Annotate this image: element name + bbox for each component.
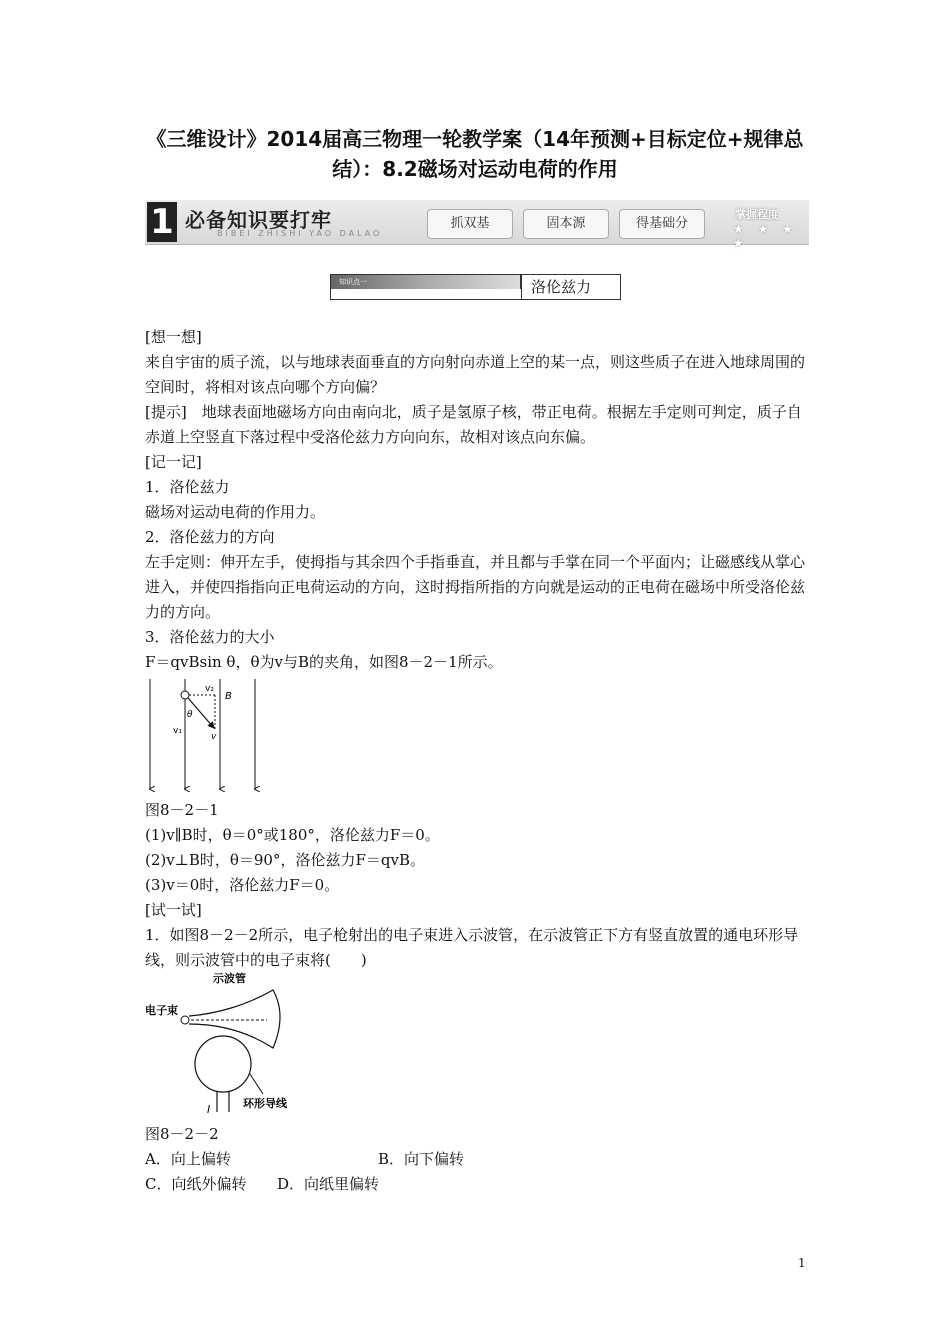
page-number: 1	[798, 1256, 806, 1270]
case-1: (1)v∥B时，θ＝0°或180°，洛伦兹力F＝0。	[145, 826, 440, 844]
charge-particle	[181, 691, 189, 699]
star-rating-icon: ★ ★ ★ ★	[733, 222, 798, 250]
tab-foundation-button[interactable]: 固本源	[523, 209, 609, 239]
label-beam: 电子束	[145, 1004, 178, 1017]
knowledge-point-tag: 知识点一	[331, 275, 521, 289]
item1-text: 磁场对运动电荷的作用力。	[145, 503, 326, 521]
label-B: B	[225, 691, 232, 702]
hint-paragraph	[145, 400, 810, 450]
document-title: 《三维设计》2014届高三物理一轮教学案（14年预测+目标定位+规律总结）：8.2磁场对运动电荷的作用	[146, 127, 804, 181]
label-v2: v₂	[205, 684, 214, 694]
label-loop: 环形导线	[243, 1097, 287, 1110]
remember-label: [记一记]	[145, 453, 202, 471]
figure-8-2-1	[145, 677, 270, 797]
case-3: (3)v＝0时，洛伦兹力F＝0。	[145, 876, 340, 894]
knowledge-point-box	[330, 274, 621, 300]
label-tube: 示波管	[213, 972, 246, 985]
label-v1: v₁	[173, 726, 182, 736]
option-b[interactable]: B．向下偏转	[378, 1150, 465, 1168]
hint-label: [提示]	[145, 403, 187, 421]
item2-text: 左手定则：伸开左手，使拇指与其余四个手指垂直，并且都与手掌在同一个平面内；让磁感线从掌心进入，并使四指指向正电荷运动的方向，这时拇指所指的方向就是运动的正电荷在磁场中所受洛伦兹力的方向。	[145, 553, 806, 621]
option-a[interactable]: A．向上偏转	[145, 1150, 231, 1168]
option-d[interactable]: D．向纸里偏转	[277, 1175, 380, 1193]
option-c[interactable]: C．向纸外偏转	[145, 1175, 247, 1193]
section-heading: 必备知识要打牢	[185, 208, 332, 232]
item3-title: 3．洛伦兹力的大小	[145, 628, 275, 646]
main-text	[145, 325, 810, 675]
case-2: (2)v⊥B时，θ＝90°，洛伦兹力F＝qvB。	[145, 851, 425, 869]
tab-basics-button[interactable]: 抓双基	[427, 209, 513, 239]
try-label: [试一试]	[145, 901, 202, 919]
oscilloscope-tube	[189, 990, 280, 1048]
think-text: 来自宇宙的质子流，以与地球表面垂直的方向射向赤道上空的某一点，则这些质子在进入地球周围的空间时，将相对该点向哪个方向偏？	[145, 353, 806, 396]
knowledge-point-name: 洛伦兹力	[531, 278, 592, 296]
item1-title: 1．洛伦兹力	[145, 478, 230, 496]
figure-8-2-2	[145, 970, 315, 1122]
tab-score-button[interactable]: 得基础分	[619, 209, 705, 239]
mastery-label: 掌握程度	[735, 208, 779, 221]
figure1-caption: 图8－2－1	[145, 801, 219, 819]
item3-text: F＝qvBsin θ，θ为v与B的夹角，如图8－2－1所示。	[145, 653, 503, 671]
label-v: v	[211, 732, 217, 742]
hint-text: 地球表面地磁场方向由南向北，质子是氢原子核，带正电荷。根据左手定则可判定，质子自赤道上空竖直下落过程中受洛伦兹力方向向东，故相对该点向东偏。	[145, 403, 802, 446]
item2-title: 2．洛伦兹力的方向	[145, 528, 275, 546]
answer-options	[145, 1147, 810, 1197]
label-theta: θ	[187, 710, 193, 720]
label-current: I	[207, 1103, 211, 1116]
think-label: [想一想]	[145, 328, 202, 346]
electron-gun	[181, 1016, 189, 1024]
ring-wire	[195, 1036, 251, 1092]
cases-text	[145, 823, 810, 973]
question-1: 1．如图8－2－2所示，电子枪射出的电子束进入示波管，在示波管正下方有竖直放置的通电环形导线，则示波管中的电子束将( )	[145, 926, 799, 969]
figure2-caption: 图8－2－2	[145, 1125, 219, 1143]
section-number: 1	[147, 202, 177, 242]
section-banner	[145, 200, 809, 250]
section-pinyin: BIBEI ZHISHI YAO DALAO	[217, 229, 383, 238]
